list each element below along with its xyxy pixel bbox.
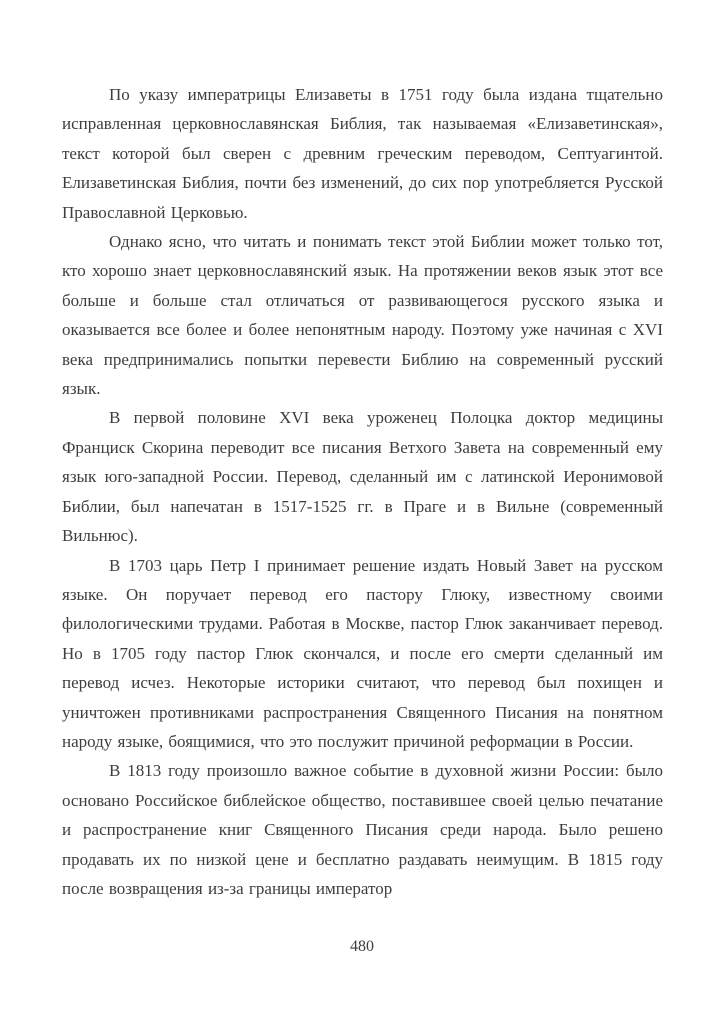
paragraph-1: По указу императрицы Елизаветы в 1751 году была издана тщательно исправленная церковнославянская Библия, так называемая «Елизаветинская», текст которой был сверен с древним греческим переводом, Септуагинтой. Елизаветинская Библия, почти без изменений, до сих пор употребляется Русской Православной Церковью. [62,85,663,222]
paragraph-2: Однако ясно, что читать и понимать текст этой Библии может только тот, кто хорошо знает церковнославянский язык. На протяжении веков язык этот все больше и больше стал отличаться от развивающегося русского языка и оказывается все более и более непонятным народу. Поэтому уже начиная с XVI века предпринимались попытки перевести Библию на современный русский язык. [62,232,663,399]
paragraph-3: В первой половине XVI века уроженец Полоцка доктор медицины Франциск Скорина переводит все писания Ветхого Завета на современный ему язык юго-западной России. Перевод, сделанный им с латинской Иеронимовой Библии, был напечатан в 1517-1525 гг. в Праге и в Вильне (современный Вильнюс). [62,408,663,546]
paragraph-4: В 1703 царь Петр I принимает решение издать Новый Завет на русском языке. Он поручает перевод его пастору Глюку, известному своими филологическими трудами. Работая в Москве, пастор Глюк заканчивает перевод. Но в 1705 году пастор Глюк скончался, и после его смерти сделанный им перевод исчез. Некоторые историки считают, что перевод был похищен и уничтожен противниками распространения Священного Писания на понятном народу языке, боящимися, что это послужит причиной реформации в России. [62,555,663,751]
page-number: 480 [350,938,374,955]
paragraph-5: В 1813 году произошло важное событие в духовной жизни России: было основано Российское библейское общество, поставившее своей целью печатание и распространение книг Священного Писания среди народа. Было решено продавать их по низкой цене и бесплатно раздавать неимущим. В 1815 году после возвращения из-за границы император [62,761,663,898]
text-body [62,80,663,903]
